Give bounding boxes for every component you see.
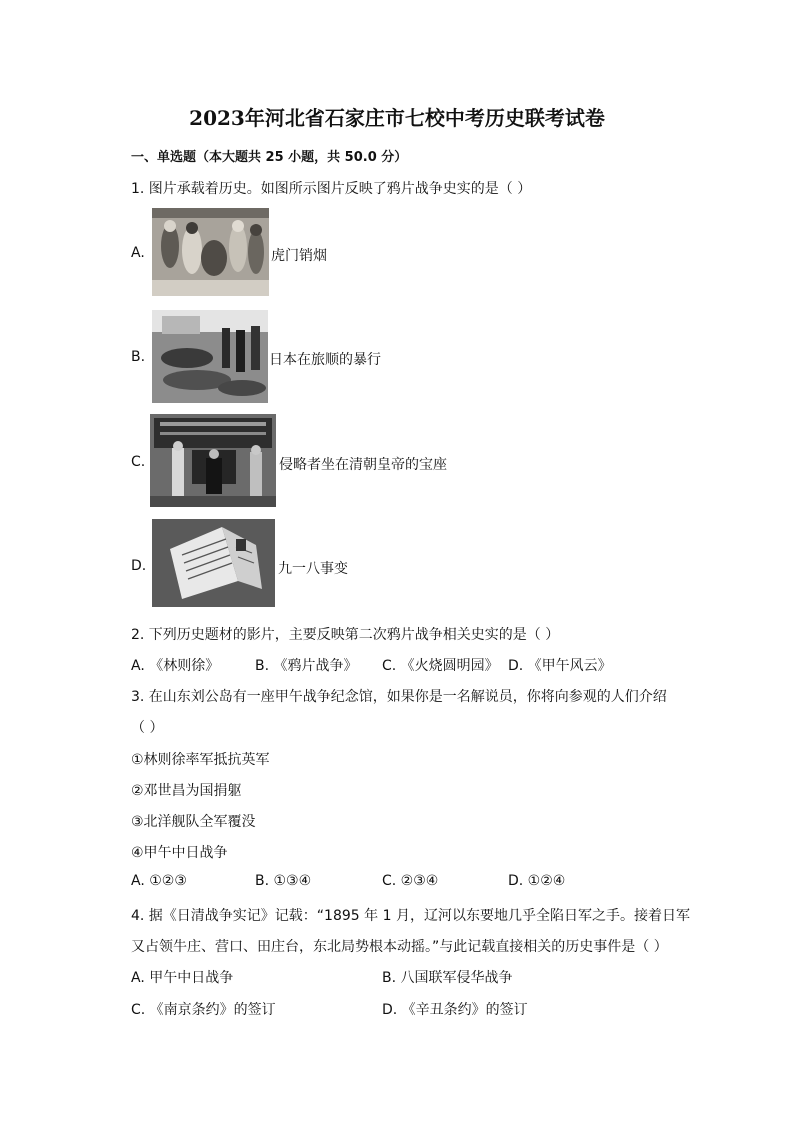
- q1-option-d-caption: 九一八事变: [278, 561, 348, 577]
- question-2-options: [131, 655, 651, 675]
- q1-option-a-letter: A.: [131, 245, 145, 261]
- question-2-stem: 2. 下列历史题材的影片，主要反映第二次鸦片战争相关史实的是（ ）: [131, 627, 560, 643]
- q3-option-c[interactable]: C. ②③④: [382, 873, 439, 889]
- q3-option-b[interactable]: B. ①③④: [255, 873, 312, 889]
- question-3-options: [131, 873, 651, 893]
- q2-option-d[interactable]: D. 《甲午风云》: [508, 658, 612, 674]
- q4-option-b[interactable]: B. 八国联军侵华战争: [382, 970, 513, 986]
- q1-option-c-caption: 侵略者坐在清朝皇帝的宝座: [279, 457, 447, 473]
- document-photo-icon: [152, 519, 275, 607]
- question-4-stem-cont: 又占领牛庄、营口、田庄台，东北局势根本动摇。”与此记载直接相关的历史事件是（ ）: [131, 939, 668, 955]
- q3-item-1: ①林则徐率军抵抗英军: [131, 752, 270, 768]
- q2-option-a[interactable]: A. 《林则徐》: [131, 658, 220, 674]
- q3-item-2: ②邓世昌为国捐躯: [131, 783, 242, 799]
- q2-option-c[interactable]: C. 《火烧圆明园》: [382, 658, 499, 674]
- q4-option-c[interactable]: C. 《南京条约》的签订: [131, 1002, 276, 1018]
- question-1-stem: 1. 图片承载着历史。如图所示图片反映了鸦片战争史实的是（ ）: [131, 181, 532, 197]
- relief-sculpture-photo-icon: [152, 208, 269, 296]
- q2-option-b[interactable]: B. 《鸦片战争》: [255, 658, 358, 674]
- q1-option-a-caption: 虎门销烟: [271, 248, 327, 264]
- q1-option-c-letter: C.: [131, 454, 146, 470]
- q1-option-d-letter: D.: [131, 558, 147, 574]
- q1-option-b-caption: 日本在旅顺的暴行: [269, 352, 381, 368]
- q3-option-d[interactable]: D. ①②④: [508, 873, 566, 889]
- q1-option-b-letter: B.: [131, 349, 146, 365]
- page-title: 2023年河北省石家庄市七校中考历史联考试卷: [189, 106, 605, 130]
- question-3-stem: 3. 在山东刘公岛有一座甲午战争纪念馆，如果你是一名解说员，你将向参观的人们介绍: [131, 689, 667, 705]
- q3-item-4: ④甲午中日战争: [131, 845, 228, 861]
- throne-photo-icon: [150, 414, 276, 507]
- q3-item-3: ③北洋舰队全军覆没: [131, 814, 256, 830]
- section-heading: 一、单选题（本大题共 25 小题，共 50.0 分）: [131, 150, 408, 165]
- question-3-stem-cont: （ ）: [131, 720, 164, 736]
- q4-option-d[interactable]: D. 《辛丑条约》的签订: [382, 1002, 528, 1018]
- massacre-photo-icon: [152, 310, 268, 403]
- question-4-stem: 4. 据《日清战争实记》记载：“1895 年 1 月，辽河以东要地几乎全陷日军之手。接着日军: [131, 908, 690, 924]
- question-4-options-row-2: [131, 999, 651, 1019]
- q3-option-a[interactable]: A. ①②③: [131, 873, 187, 889]
- question-4-options-row-1: [131, 967, 651, 987]
- q4-option-a[interactable]: A. 甲午中日战争: [131, 970, 234, 986]
